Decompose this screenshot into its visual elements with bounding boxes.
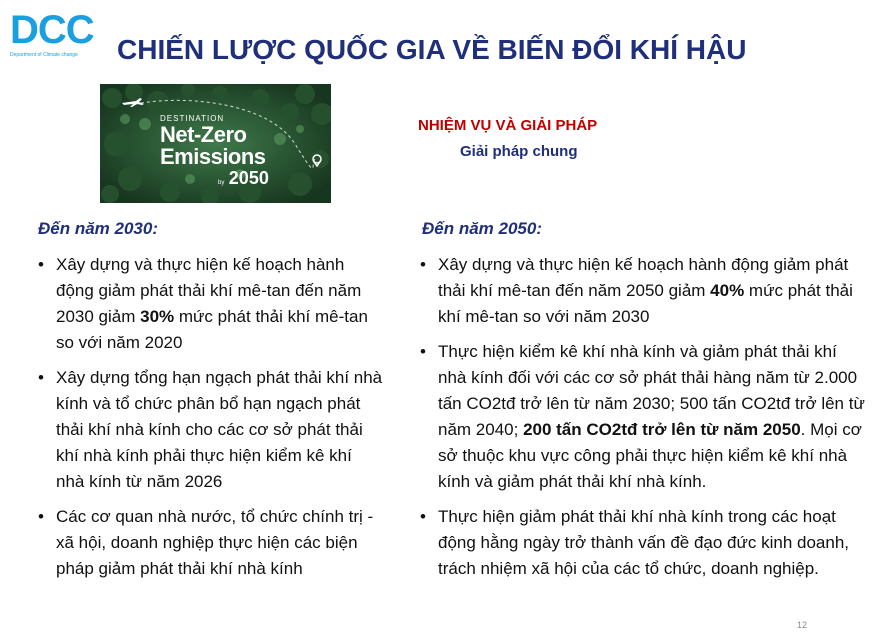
list-item-text: Thực hiện kiểm kê khí nhà kính và giảm phát thải khí nhà kính đối với các cơ sở phát thải hàng năm từ 2.000 tấn CO2tđ trở lên từ năm 2030; 500 tấn CO2tđ trở lên từ năm 2040; — [438, 342, 865, 439]
list-item-text: Xây dựng và thực hiện kế hoạch hành động giảm phát thải khí mê-tan đến năm 2050 giảm — [438, 255, 849, 300]
list-item — [38, 365, 383, 495]
right-bullet-list — [420, 252, 868, 591]
list-item — [420, 252, 868, 330]
right-column-heading: Đến năm 2050: — [422, 219, 542, 238]
list-item-text: mức phát thải khí mê-tan so với năm 2020 — [56, 307, 368, 352]
hero-line-1: Net-Zero — [160, 122, 247, 147]
hero-line-2: Emissions — [160, 144, 266, 169]
list-item — [38, 504, 383, 582]
left-column-heading: Đến năm 2030: — [38, 219, 158, 238]
page-number: 12 — [797, 620, 808, 630]
list-item-text: Xây dựng tổng hạn ngạch phát thải khí nhà kính và tổ chức phân bổ hạn ngạch phát thải khí nhà kính cho các cơ sở phát thải khí nhà kính phải thực hiện kiểm kê khí nhà kính từ năm 2026 — [56, 368, 383, 491]
logo-subtitle: Department of Climate change — [10, 52, 78, 58]
dcc-logo — [10, 8, 94, 66]
net-zero-hero-image — [100, 84, 331, 203]
list-item — [420, 504, 868, 582]
emphasis-text: 200 tấn CO2tđ trở lên từ năm 2050 — [523, 420, 801, 439]
logo-text: DCC — [10, 8, 94, 52]
list-item-text: Các cơ quan nhà nước, tổ chức chính trị - xã hội, doanh nghiệp thực hiện các biện pháp giảm phát thải khí nhà kính — [56, 507, 374, 578]
list-item-text: mức phát thải khí mê-tan so với năm 2030 — [438, 281, 853, 326]
emphasis-text: 40% — [710, 281, 745, 300]
list-item-text: Thực hiện giảm phát thải khí nhà kính trong các hoạt động hằng ngày trở thành vấn đề đạo đức kinh doanh, trách nhiệm xã hội của các tổ chức, doanh nghiệp. — [438, 507, 850, 578]
page-title: CHIẾN LƯỢC QUỐC GIA VỀ BIẾN ĐỔI KHÍ HẬU — [117, 34, 747, 65]
list-item — [38, 252, 383, 356]
left-bullet-list — [38, 252, 383, 591]
hero-by: by — [218, 180, 225, 186]
hero-text — [160, 114, 269, 189]
section-subheading: Giải pháp chung — [460, 143, 578, 160]
section-heading: NHIỆM VỤ VÀ GIẢI PHÁP — [418, 117, 598, 134]
hero-destination: DESTINATION — [160, 114, 225, 123]
list-item-text: Xây dựng và thực hiện kế hoạch hành động giảm phát thải khí mê-tan đến năm 2030 giảm — [56, 255, 362, 326]
emphasis-text: 30% — [140, 307, 175, 326]
hero-year: 2050 — [228, 168, 269, 188]
list-item — [420, 339, 868, 495]
list-item-text: . Mọi cơ sở thuộc khu vực công phải thực hiện kiểm kê khí nhà kính và giảm phát thải khí nhà kính. — [438, 420, 862, 491]
